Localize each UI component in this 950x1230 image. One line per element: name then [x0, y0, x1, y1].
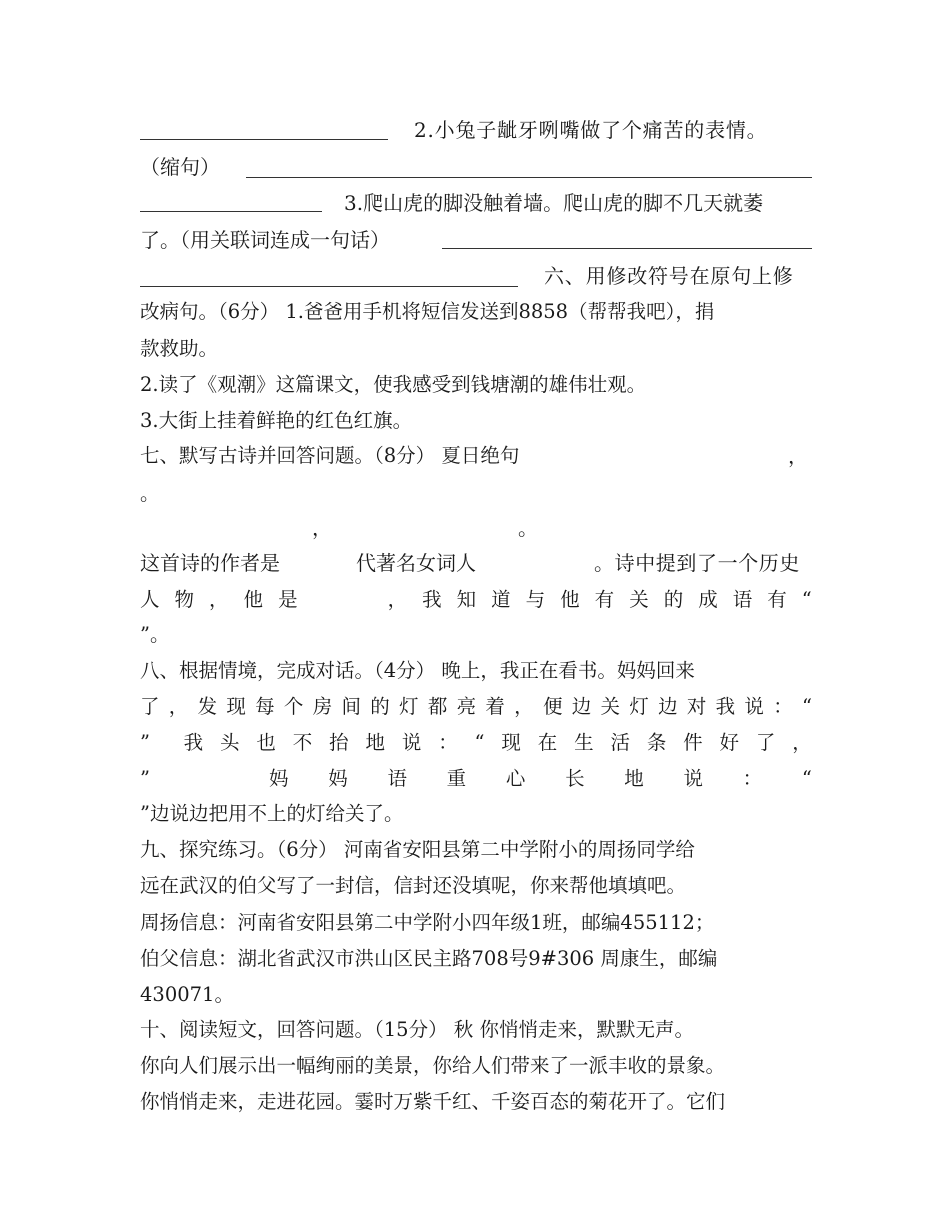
question-line: 远在武汉的伯父写了一封信，信封还没填呢，你来帮他填填吧。 [140, 874, 687, 897]
char: 现 [226, 695, 246, 718]
char: 物 [174, 588, 195, 611]
char: 抬 [329, 731, 349, 754]
char: 了 [140, 695, 160, 718]
char: 发 [197, 695, 218, 718]
char: ， [514, 695, 534, 718]
char: 边 [571, 695, 592, 718]
question-text: 。诗中提到了一个历史 [594, 551, 800, 575]
justified-line [140, 761, 812, 797]
char: 说 [401, 731, 422, 754]
char: “ [801, 588, 812, 611]
reading-paragraph: 你向人们展示出一幅绚丽的美景，你给人们带来了一派丰收的景象。 [140, 1054, 726, 1077]
char: 条 [646, 731, 667, 754]
char: 我 [422, 588, 442, 611]
answer-blank[interactable] [140, 211, 322, 212]
char: 灯 [629, 695, 649, 718]
char: 地 [365, 731, 385, 754]
question-line: 3.爬山虎的脚没触着墙。爬山虎的脚不几天就萎 [344, 191, 764, 215]
answer-blank[interactable] [442, 248, 812, 249]
char: 件 [683, 731, 703, 754]
char: ： [773, 695, 793, 718]
char: 关 [629, 588, 649, 611]
char: 的 [663, 588, 684, 611]
answer-blank[interactable] [140, 286, 518, 287]
question-line: （缩句） [140, 155, 220, 179]
char: 心 [505, 767, 526, 790]
char: 不 [292, 731, 313, 754]
char: 个 [283, 695, 304, 718]
section-heading: 八、根据情境，完成对话。（4分） 晚上，我正在看书。妈妈回来 [140, 659, 695, 682]
section-heading: 六、用修改符号在原句上修 [544, 264, 794, 288]
char: 是 [278, 588, 298, 611]
poem-comma: ， [312, 516, 332, 540]
question-line: 了。（用关联词连成一句话） [140, 228, 390, 252]
char: 说 [683, 767, 703, 790]
char: 都 [427, 695, 448, 718]
char: 活 [610, 731, 630, 754]
question-line: 3.大街上挂着鲜艳的红色红旗。 [140, 409, 413, 432]
question-line: 改病句。（6分） 1.爸爸用手机将短信发送到8858（帮帮我吧），捐 [140, 300, 715, 323]
reading-paragraph: 你悄悄走来，走进花园。霎时万紫千红、千姿百态的菊花开了。它们 [140, 1090, 726, 1113]
char: 语 [387, 767, 407, 790]
justified-line [140, 689, 812, 725]
char: 他 [560, 588, 580, 611]
char: 知 [456, 588, 477, 611]
question-line: ”。 [140, 623, 170, 646]
poem-comma: ， [788, 444, 808, 468]
char: 好 [719, 731, 740, 754]
char: 便 [542, 695, 563, 718]
char: 的 [370, 695, 390, 718]
char: 长 [565, 767, 585, 790]
char: 说 [744, 695, 764, 718]
char: ： [742, 767, 763, 790]
char: 我 [715, 695, 736, 718]
char: 每 [255, 695, 275, 718]
question-line: 2.读了《观潮》这篇课文，使我感受到钱塘潮的雄伟壮观。 [140, 373, 647, 396]
char: 重 [446, 767, 467, 790]
char: 灯 [399, 695, 419, 718]
char: 也 [256, 731, 276, 754]
char: ” [140, 767, 150, 790]
char: ， [387, 588, 408, 611]
char: 地 [624, 767, 644, 790]
char: 妈 [328, 767, 348, 790]
justified-line [140, 725, 812, 761]
section-heading: 十、阅读短文，回答问题。（15分） 秋 你悄悄走来，默默无声。 [140, 1018, 694, 1041]
justified-line [140, 582, 812, 618]
char: “ [474, 731, 485, 754]
question-line: 款救助。 [140, 337, 219, 360]
char: ， [168, 695, 189, 718]
question-line: 2.小兔子龇牙咧嘴做了个痛苦的表情。 [414, 118, 768, 142]
char: 成 [698, 588, 718, 611]
char: 在 [537, 731, 558, 754]
char: “ [801, 695, 812, 718]
answer-blank[interactable] [246, 177, 812, 178]
char: 边 [658, 695, 678, 718]
char: “ [801, 767, 812, 790]
question-text: 代著名女词人 [356, 551, 476, 575]
char: 他 [243, 588, 264, 611]
char: 房 [312, 695, 333, 718]
char: ， [792, 731, 812, 754]
question-line: ”边说边把用不上的灯给关了。 [140, 802, 404, 825]
char: ” [140, 731, 150, 754]
char: ： [438, 731, 458, 754]
char: 对 [686, 695, 707, 718]
char: 关 [600, 695, 621, 718]
question-line: 周扬信息：河南省安阳县第二中学附小四年级1班，邮编455112； [140, 911, 715, 934]
char: 有 [594, 588, 615, 611]
char: 生 [574, 731, 594, 754]
section-heading: 九、探究练习。（6分） 河南省安阳县第二中学附小的周扬同学给 [140, 838, 695, 861]
section-heading: 七、默写古诗并回答问题。（8分） 夏日绝句 [140, 444, 520, 467]
char: ， [209, 588, 229, 611]
question-line: 430071。 [140, 983, 234, 1006]
char: 现 [501, 731, 521, 754]
char: 着 [485, 695, 505, 718]
question-line: 伯父信息：湖北省武汉市洪山区民主路708号9#306 周康生，邮编 [140, 947, 718, 970]
char: 头 [220, 731, 240, 754]
char: 有 [767, 588, 787, 611]
poem-period: 。 [140, 482, 160, 505]
question-text: 这首诗的作者是 [140, 551, 280, 575]
char: 亮 [456, 695, 477, 718]
char: 语 [732, 588, 753, 611]
char: 人 [140, 588, 160, 611]
char: 与 [525, 588, 546, 611]
char: 了 [755, 731, 776, 754]
char: 我 [183, 731, 204, 754]
char: 间 [341, 695, 361, 718]
char: 道 [491, 588, 511, 611]
answer-blank[interactable] [140, 139, 388, 140]
poem-period: 。 [518, 516, 538, 540]
char: 妈 [269, 767, 289, 790]
